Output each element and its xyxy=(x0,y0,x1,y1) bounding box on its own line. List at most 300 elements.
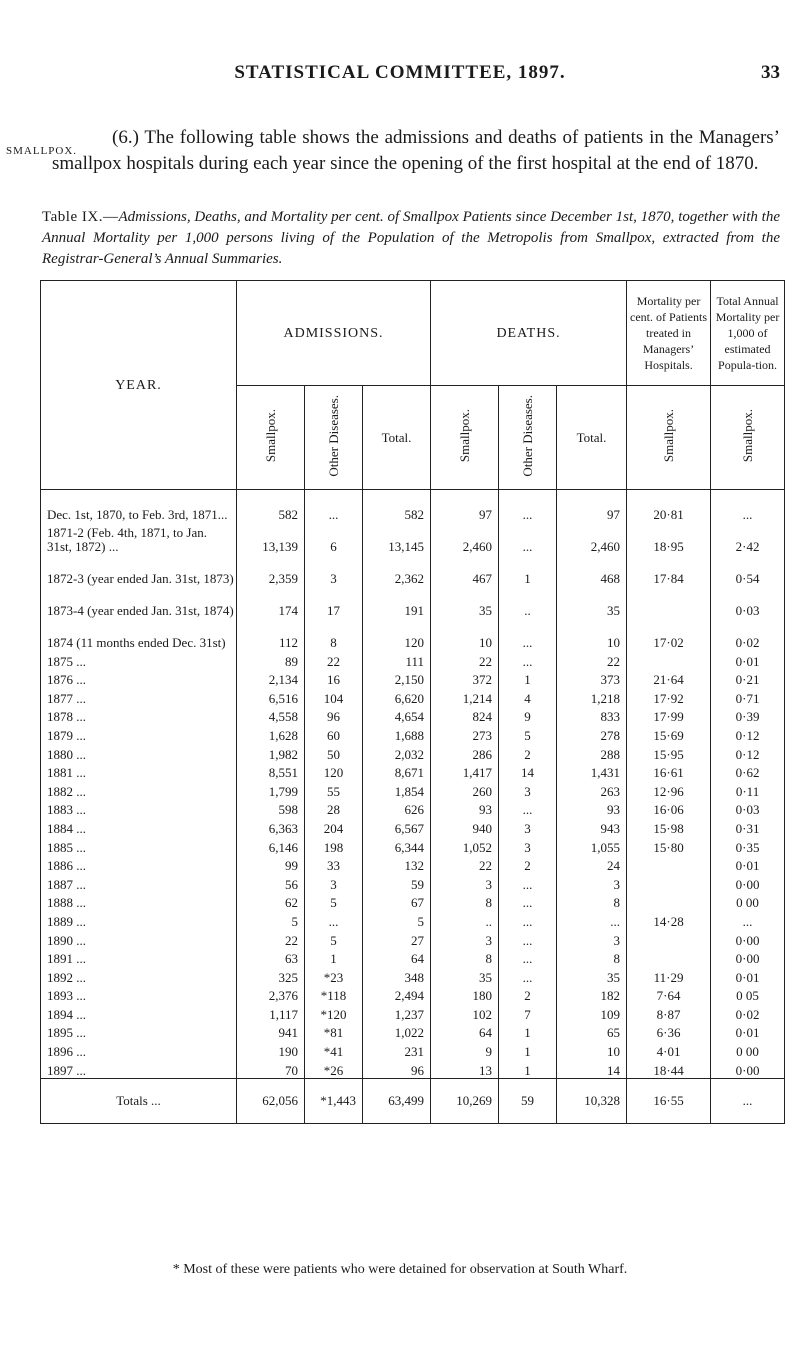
cell-annual: 0·01 xyxy=(711,855,785,874)
cell-deaths-total: 833 xyxy=(557,706,627,725)
cell-deaths-other: ... xyxy=(499,490,557,523)
cell-deaths-other: 1 xyxy=(499,1022,557,1041)
cell-annual: 0 00 xyxy=(711,1040,785,1059)
cell-mortality: 17·84 xyxy=(627,554,711,586)
table-row xyxy=(41,836,785,855)
cell-deaths-other: 1 xyxy=(499,1040,557,1059)
cell-annual: ... xyxy=(711,490,785,523)
cell-adm-total: 2,032 xyxy=(363,743,431,762)
cell-deaths-total: ... xyxy=(557,910,627,929)
cell-mortality: 15·80 xyxy=(627,836,711,855)
cell-deaths-smallpox: 824 xyxy=(431,706,499,725)
cell-mortality xyxy=(627,650,711,669)
cell-adm-total: 6,620 xyxy=(363,687,431,706)
cell-deaths-total: 35 xyxy=(557,966,627,985)
header-admissions: ADMISSIONS. xyxy=(237,281,431,386)
cell-annual: 0·03 xyxy=(711,586,785,618)
row-year: 1890 ... xyxy=(41,929,237,948)
cell-adm-other: 16 xyxy=(305,669,363,688)
row-year: 1872-3 (year ended Jan. 31st, 1873) xyxy=(41,554,237,586)
cell-mortality: 17·02 xyxy=(627,618,711,650)
header-year: YEAR. xyxy=(41,281,237,490)
table-row xyxy=(41,1022,785,1041)
table-row xyxy=(41,490,785,523)
totals-adm-smallpox: 62,056 xyxy=(237,1078,305,1123)
cell-adm-smallpox: 5 xyxy=(237,910,305,929)
row-year: 1897 ... xyxy=(41,1059,237,1078)
cell-deaths-total: 93 xyxy=(557,799,627,818)
cell-mortality: 15·95 xyxy=(627,743,711,762)
cell-deaths-smallpox: 35 xyxy=(431,586,499,618)
cell-adm-other: 60 xyxy=(305,724,363,743)
cell-deaths-other: 3 xyxy=(499,817,557,836)
cell-adm-total: 2,150 xyxy=(363,669,431,688)
header-deaths-total: Total. xyxy=(557,386,627,490)
cell-annual: 0·01 xyxy=(711,650,785,669)
row-year: 1888 ... xyxy=(41,892,237,911)
row-year: 1894 ... xyxy=(41,1003,237,1022)
cell-mortality: 6·36 xyxy=(627,1022,711,1041)
table-row xyxy=(41,743,785,762)
running-header xyxy=(0,62,800,92)
cell-deaths-other: 2 xyxy=(499,855,557,874)
cell-annual: 0·31 xyxy=(711,817,785,836)
cell-deaths-total: 1,055 xyxy=(557,836,627,855)
row-year: 1886 ... xyxy=(41,855,237,874)
cell-deaths-smallpox: 22 xyxy=(431,855,499,874)
cell-adm-total: 626 xyxy=(363,799,431,818)
cell-adm-other: *23 xyxy=(305,966,363,985)
cell-adm-other: 3 xyxy=(305,554,363,586)
cell-adm-smallpox: 4,558 xyxy=(237,706,305,725)
cell-deaths-smallpox: 97 xyxy=(431,490,499,523)
cell-deaths-other: ... xyxy=(499,948,557,967)
cell-annual: 0·62 xyxy=(711,762,785,781)
cell-deaths-total: 65 xyxy=(557,1022,627,1041)
cell-annual: 0·00 xyxy=(711,1059,785,1078)
cell-adm-smallpox: 62 xyxy=(237,892,305,911)
cell-adm-other: 198 xyxy=(305,836,363,855)
totals-adm-other: *1,443 xyxy=(305,1078,363,1123)
cell-deaths-total: 22 xyxy=(557,650,627,669)
cell-adm-smallpox: 13,139 xyxy=(237,522,305,554)
cell-mortality: 16·06 xyxy=(627,799,711,818)
table-row xyxy=(41,522,785,554)
caption-text: Admissions, Deaths, and Mortality per cent. of Smallpox Patients since December 1st, 1870, together with the Annual Mortality per 1,000 persons living of the Population of the Metropolis from Smallpox, extracted from the Registrar-General’s Annual Summaries. xyxy=(42,209,780,267)
cell-adm-other: 120 xyxy=(305,762,363,781)
cell-deaths-total: 182 xyxy=(557,985,627,1004)
cell-deaths-total: 3 xyxy=(557,929,627,948)
cell-annual: 0·54 xyxy=(711,554,785,586)
totals-annual: ... xyxy=(711,1078,785,1123)
cell-adm-other: 6 xyxy=(305,522,363,554)
cell-adm-smallpox: 2,376 xyxy=(237,985,305,1004)
cell-annual: 0 00 xyxy=(711,892,785,911)
row-year: 1871-2 (Feb. 4th, 1871, to Jan. 31st, 1872) ... xyxy=(41,522,237,554)
totals-adm-total: 63,499 xyxy=(363,1078,431,1123)
table-row xyxy=(41,586,785,618)
cell-adm-smallpox: 8,551 xyxy=(237,762,305,781)
cell-adm-smallpox: 598 xyxy=(237,799,305,818)
cell-adm-total: 1,854 xyxy=(363,780,431,799)
cell-mortality: 12·96 xyxy=(627,780,711,799)
header-mortality: Mortality per cent. of Patients treated in Managers’ Hospitals. xyxy=(627,281,711,386)
table-row xyxy=(41,724,785,743)
cell-mortality: 17·99 xyxy=(627,706,711,725)
cell-deaths-total: 1,218 xyxy=(557,687,627,706)
cell-deaths-total: 3 xyxy=(557,873,627,892)
cell-adm-total: 6,344 xyxy=(363,836,431,855)
cell-adm-other: 8 xyxy=(305,618,363,650)
cell-deaths-smallpox: 10 xyxy=(431,618,499,650)
cell-adm-total: 96 xyxy=(363,1059,431,1078)
cell-deaths-total: 278 xyxy=(557,724,627,743)
cell-adm-smallpox: 63 xyxy=(237,948,305,967)
table-row xyxy=(41,554,785,586)
cell-deaths-other: ... xyxy=(499,799,557,818)
cell-deaths-total: 8 xyxy=(557,948,627,967)
cell-adm-smallpox: 2,134 xyxy=(237,669,305,688)
cell-deaths-smallpox: 3 xyxy=(431,873,499,892)
cell-deaths-smallpox: 35 xyxy=(431,966,499,985)
cell-mortality: 7·64 xyxy=(627,985,711,1004)
cell-adm-other: 3 xyxy=(305,873,363,892)
row-year: Dec. 1st, 1870, to Feb. 3rd, 1871... xyxy=(41,490,237,523)
cell-deaths-smallpox: 180 xyxy=(431,985,499,1004)
cell-adm-other: *26 xyxy=(305,1059,363,1078)
cell-annual: 0·01 xyxy=(711,1022,785,1041)
cell-deaths-total: 8 xyxy=(557,892,627,911)
cell-adm-total: 6,567 xyxy=(363,817,431,836)
table-row xyxy=(41,669,785,688)
cell-adm-smallpox: 1,799 xyxy=(237,780,305,799)
cell-mortality xyxy=(627,948,711,967)
row-year: 1889 ... xyxy=(41,910,237,929)
row-year: 1895 ... xyxy=(41,1022,237,1041)
cell-adm-other: 33 xyxy=(305,855,363,874)
margin-note: SMALLPOX. xyxy=(6,145,78,157)
table-row xyxy=(41,985,785,1004)
cell-annual: 0·00 xyxy=(711,948,785,967)
cell-annual: 0·01 xyxy=(711,966,785,985)
row-year: 1874 (11 months ended Dec. 31st) xyxy=(41,618,237,650)
cell-deaths-total: 373 xyxy=(557,669,627,688)
cell-adm-other: *118 xyxy=(305,985,363,1004)
cell-deaths-other: .. xyxy=(499,586,557,618)
cell-deaths-total: 109 xyxy=(557,1003,627,1022)
row-year: 1896 ... xyxy=(41,1040,237,1059)
cell-deaths-smallpox: 286 xyxy=(431,743,499,762)
cell-adm-other: 204 xyxy=(305,817,363,836)
cell-deaths-smallpox: 8 xyxy=(431,948,499,967)
cell-deaths-total: 263 xyxy=(557,780,627,799)
cell-deaths-other: 5 xyxy=(499,724,557,743)
table-row xyxy=(41,873,785,892)
row-year: 1887 ... xyxy=(41,873,237,892)
row-year: 1880 ... xyxy=(41,743,237,762)
cell-deaths-smallpox: 1,417 xyxy=(431,762,499,781)
cell-annual: 0·12 xyxy=(711,743,785,762)
cell-deaths-smallpox: 2,460 xyxy=(431,522,499,554)
cell-adm-smallpox: 6,363 xyxy=(237,817,305,836)
cell-adm-total: 120 xyxy=(363,618,431,650)
cell-deaths-total: 10 xyxy=(557,618,627,650)
cell-adm-other: ... xyxy=(305,910,363,929)
cell-deaths-smallpox: 64 xyxy=(431,1022,499,1041)
table-row xyxy=(41,948,785,967)
table-row xyxy=(41,1040,785,1059)
cell-deaths-other: ... xyxy=(499,929,557,948)
row-year: 1876 ... xyxy=(41,669,237,688)
row-year: 1878 ... xyxy=(41,706,237,725)
running-title: STATISTICAL COMMITTEE, 1897. xyxy=(234,62,566,83)
cell-deaths-smallpox: 22 xyxy=(431,650,499,669)
header-adm-other: Other Diseases. xyxy=(305,386,363,490)
table-row xyxy=(41,817,785,836)
header-mort-smallpox: Smallpox. xyxy=(627,386,711,490)
cell-deaths-total: 468 xyxy=(557,554,627,586)
cell-mortality: 18·95 xyxy=(627,522,711,554)
cell-adm-smallpox: 112 xyxy=(237,618,305,650)
cell-deaths-smallpox: 372 xyxy=(431,669,499,688)
cell-deaths-other: 2 xyxy=(499,985,557,1004)
table-caption xyxy=(42,207,780,270)
cell-annual: ... xyxy=(711,910,785,929)
cell-deaths-total: 943 xyxy=(557,817,627,836)
row-year: 1883 ... xyxy=(41,799,237,818)
cell-adm-smallpox: 22 xyxy=(237,929,305,948)
cell-deaths-other: 3 xyxy=(499,836,557,855)
row-year: 1891 ... xyxy=(41,948,237,967)
cell-deaths-total: 2,460 xyxy=(557,522,627,554)
cell-adm-total: 1,022 xyxy=(363,1022,431,1041)
cell-deaths-smallpox: 8 xyxy=(431,892,499,911)
cell-deaths-other: ... xyxy=(499,522,557,554)
cell-mortality xyxy=(627,873,711,892)
header-deaths-smallpox: Smallpox. xyxy=(431,386,499,490)
cell-annual: 0·02 xyxy=(711,618,785,650)
cell-adm-smallpox: 6,516 xyxy=(237,687,305,706)
cell-deaths-total: 24 xyxy=(557,855,627,874)
cell-adm-total: 8,671 xyxy=(363,762,431,781)
cell-adm-other: 104 xyxy=(305,687,363,706)
cell-deaths-total: 35 xyxy=(557,586,627,618)
cell-deaths-total: 10 xyxy=(557,1040,627,1059)
cell-adm-other: *41 xyxy=(305,1040,363,1059)
cell-adm-total: 27 xyxy=(363,929,431,948)
cell-deaths-smallpox: 1,052 xyxy=(431,836,499,855)
cell-deaths-total: 1,431 xyxy=(557,762,627,781)
table-row xyxy=(41,1003,785,1022)
cell-adm-smallpox: 582 xyxy=(237,490,305,523)
cell-adm-smallpox: 6,146 xyxy=(237,836,305,855)
cell-deaths-smallpox: 273 xyxy=(431,724,499,743)
cell-mortality: 11·29 xyxy=(627,966,711,985)
cell-deaths-total: 14 xyxy=(557,1059,627,1078)
cell-deaths-other: ... xyxy=(499,966,557,985)
table-row xyxy=(41,929,785,948)
header-adm-smallpox: Smallpox. xyxy=(237,386,305,490)
cell-adm-total: 2,494 xyxy=(363,985,431,1004)
cell-mortality: 15·98 xyxy=(627,817,711,836)
cell-deaths-other: 1 xyxy=(499,1059,557,1078)
row-year: 1877 ... xyxy=(41,687,237,706)
cell-adm-other: 55 xyxy=(305,780,363,799)
totals-deaths-total: 10,328 xyxy=(557,1078,627,1123)
cell-mortality: 17·92 xyxy=(627,687,711,706)
cell-mortality: 8·87 xyxy=(627,1003,711,1022)
cell-adm-other: 28 xyxy=(305,799,363,818)
cell-annual: 0·35 xyxy=(711,836,785,855)
row-year: 1893 ... xyxy=(41,985,237,1004)
cell-adm-total: 1,237 xyxy=(363,1003,431,1022)
cell-annual: 0·39 xyxy=(711,706,785,725)
table-row xyxy=(41,762,785,781)
cell-mortality xyxy=(627,929,711,948)
cell-adm-total: 111 xyxy=(363,650,431,669)
cell-mortality: 15·69 xyxy=(627,724,711,743)
page-number: 33 xyxy=(761,62,780,83)
totals-deaths-smallpox: 10,269 xyxy=(431,1078,499,1123)
table-row xyxy=(41,650,785,669)
table-row xyxy=(41,799,785,818)
cell-deaths-smallpox: 260 xyxy=(431,780,499,799)
cell-adm-smallpox: 1,982 xyxy=(237,743,305,762)
footnote: * Most of these were patients who were detained for observation at South Wharf. xyxy=(172,1262,628,1277)
table-row xyxy=(41,892,785,911)
cell-mortality: 14·28 xyxy=(627,910,711,929)
header-adm-total: Total. xyxy=(363,386,431,490)
cell-adm-total: 1,688 xyxy=(363,724,431,743)
row-year: 1885 ... xyxy=(41,836,237,855)
cell-deaths-other: ... xyxy=(499,873,557,892)
cell-adm-total: 4,654 xyxy=(363,706,431,725)
cell-mortality: 16·61 xyxy=(627,762,711,781)
totals-deaths-other: 59 xyxy=(499,1078,557,1123)
cell-deaths-other: ... xyxy=(499,618,557,650)
cell-annual: 0·71 xyxy=(711,687,785,706)
cell-deaths-smallpox: 467 xyxy=(431,554,499,586)
cell-adm-smallpox: 99 xyxy=(237,855,305,874)
cell-mortality: 21·64 xyxy=(627,669,711,688)
cell-deaths-total: 97 xyxy=(557,490,627,523)
totals-row xyxy=(41,1078,785,1123)
cell-adm-total: 64 xyxy=(363,948,431,967)
cell-deaths-other: 3 xyxy=(499,780,557,799)
cell-adm-other: 96 xyxy=(305,706,363,725)
header-annual-smallpox: Smallpox. xyxy=(711,386,785,490)
intro-paragraph xyxy=(52,125,780,177)
cell-adm-total: 231 xyxy=(363,1040,431,1059)
cell-adm-smallpox: 89 xyxy=(237,650,305,669)
cell-adm-total: 132 xyxy=(363,855,431,874)
row-year: 1873-4 (year ended Jan. 31st, 1874) xyxy=(41,586,237,618)
cell-adm-other: *81 xyxy=(305,1022,363,1041)
cell-annual: 0·00 xyxy=(711,929,785,948)
cell-adm-smallpox: 941 xyxy=(237,1022,305,1041)
table-row xyxy=(41,910,785,929)
totals-mortality: 16·55 xyxy=(627,1078,711,1123)
cell-mortality: 20·81 xyxy=(627,490,711,523)
cell-deaths-other: 7 xyxy=(499,1003,557,1022)
cell-deaths-other: 4 xyxy=(499,687,557,706)
cell-deaths-other: 1 xyxy=(499,669,557,688)
cell-adm-other: *120 xyxy=(305,1003,363,1022)
cell-annual: 0 05 xyxy=(711,985,785,1004)
cell-mortality: 18·44 xyxy=(627,1059,711,1078)
table-row xyxy=(41,855,785,874)
row-year: 1875 ... xyxy=(41,650,237,669)
table-row xyxy=(41,618,785,650)
cell-annual: 0·02 xyxy=(711,1003,785,1022)
table-row xyxy=(41,706,785,725)
cell-annual: 0·00 xyxy=(711,873,785,892)
cell-deaths-other: 2 xyxy=(499,743,557,762)
cell-adm-smallpox: 56 xyxy=(237,873,305,892)
cell-adm-other: 5 xyxy=(305,892,363,911)
header-deaths-other: Other Diseases. xyxy=(499,386,557,490)
cell-deaths-other: ... xyxy=(499,910,557,929)
cell-annual: 0·21 xyxy=(711,669,785,688)
cell-deaths-smallpox: .. xyxy=(431,910,499,929)
cell-annual: 2·42 xyxy=(711,522,785,554)
cell-annual: 0·11 xyxy=(711,780,785,799)
cell-adm-other: 1 xyxy=(305,948,363,967)
intro-text: (6.) The following table shows the admissions and deaths of patients in the Managers’ smallpox hospitals during each year since the opening of the first hospital at the end of 1870. xyxy=(52,127,780,174)
cell-deaths-other: 1 xyxy=(499,554,557,586)
row-year: 1882 ... xyxy=(41,780,237,799)
row-year: 1884 ... xyxy=(41,817,237,836)
cell-deaths-smallpox: 13 xyxy=(431,1059,499,1078)
cell-adm-other: 17 xyxy=(305,586,363,618)
cell-deaths-smallpox: 102 xyxy=(431,1003,499,1022)
cell-deaths-smallpox: 9 xyxy=(431,1040,499,1059)
header-deaths: DEATHS. xyxy=(431,281,627,386)
cell-adm-smallpox: 190 xyxy=(237,1040,305,1059)
cell-mortality xyxy=(627,855,711,874)
cell-adm-total: 191 xyxy=(363,586,431,618)
cell-adm-smallpox: 325 xyxy=(237,966,305,985)
cell-adm-total: 67 xyxy=(363,892,431,911)
cell-annual: 0·12 xyxy=(711,724,785,743)
cell-adm-other: 50 xyxy=(305,743,363,762)
totals-label: Totals ... xyxy=(41,1078,237,1123)
cell-adm-other: 5 xyxy=(305,929,363,948)
table-row xyxy=(41,687,785,706)
cell-mortality: 4·01 xyxy=(627,1040,711,1059)
cell-mortality xyxy=(627,892,711,911)
cell-deaths-other: ... xyxy=(499,650,557,669)
row-year: 1879 ... xyxy=(41,724,237,743)
table-row xyxy=(41,1059,785,1078)
cell-deaths-total: 288 xyxy=(557,743,627,762)
header-annual: Total Annual Mortality per 1,000 of estimated Popula-tion. xyxy=(711,281,785,386)
row-year: 1892 ... xyxy=(41,966,237,985)
cell-deaths-smallpox: 1,214 xyxy=(431,687,499,706)
cell-mortality xyxy=(627,586,711,618)
cell-deaths-other: 14 xyxy=(499,762,557,781)
cell-adm-total: 59 xyxy=(363,873,431,892)
table-row xyxy=(41,966,785,985)
table-body xyxy=(41,490,785,1079)
cell-adm-other: ... xyxy=(305,490,363,523)
cell-adm-smallpox: 2,359 xyxy=(237,554,305,586)
cell-deaths-smallpox: 93 xyxy=(431,799,499,818)
row-year: 1881 ... xyxy=(41,762,237,781)
caption-label: Table IX.— xyxy=(42,209,119,225)
cell-adm-total: 5 xyxy=(363,910,431,929)
cell-adm-smallpox: 1,117 xyxy=(237,1003,305,1022)
